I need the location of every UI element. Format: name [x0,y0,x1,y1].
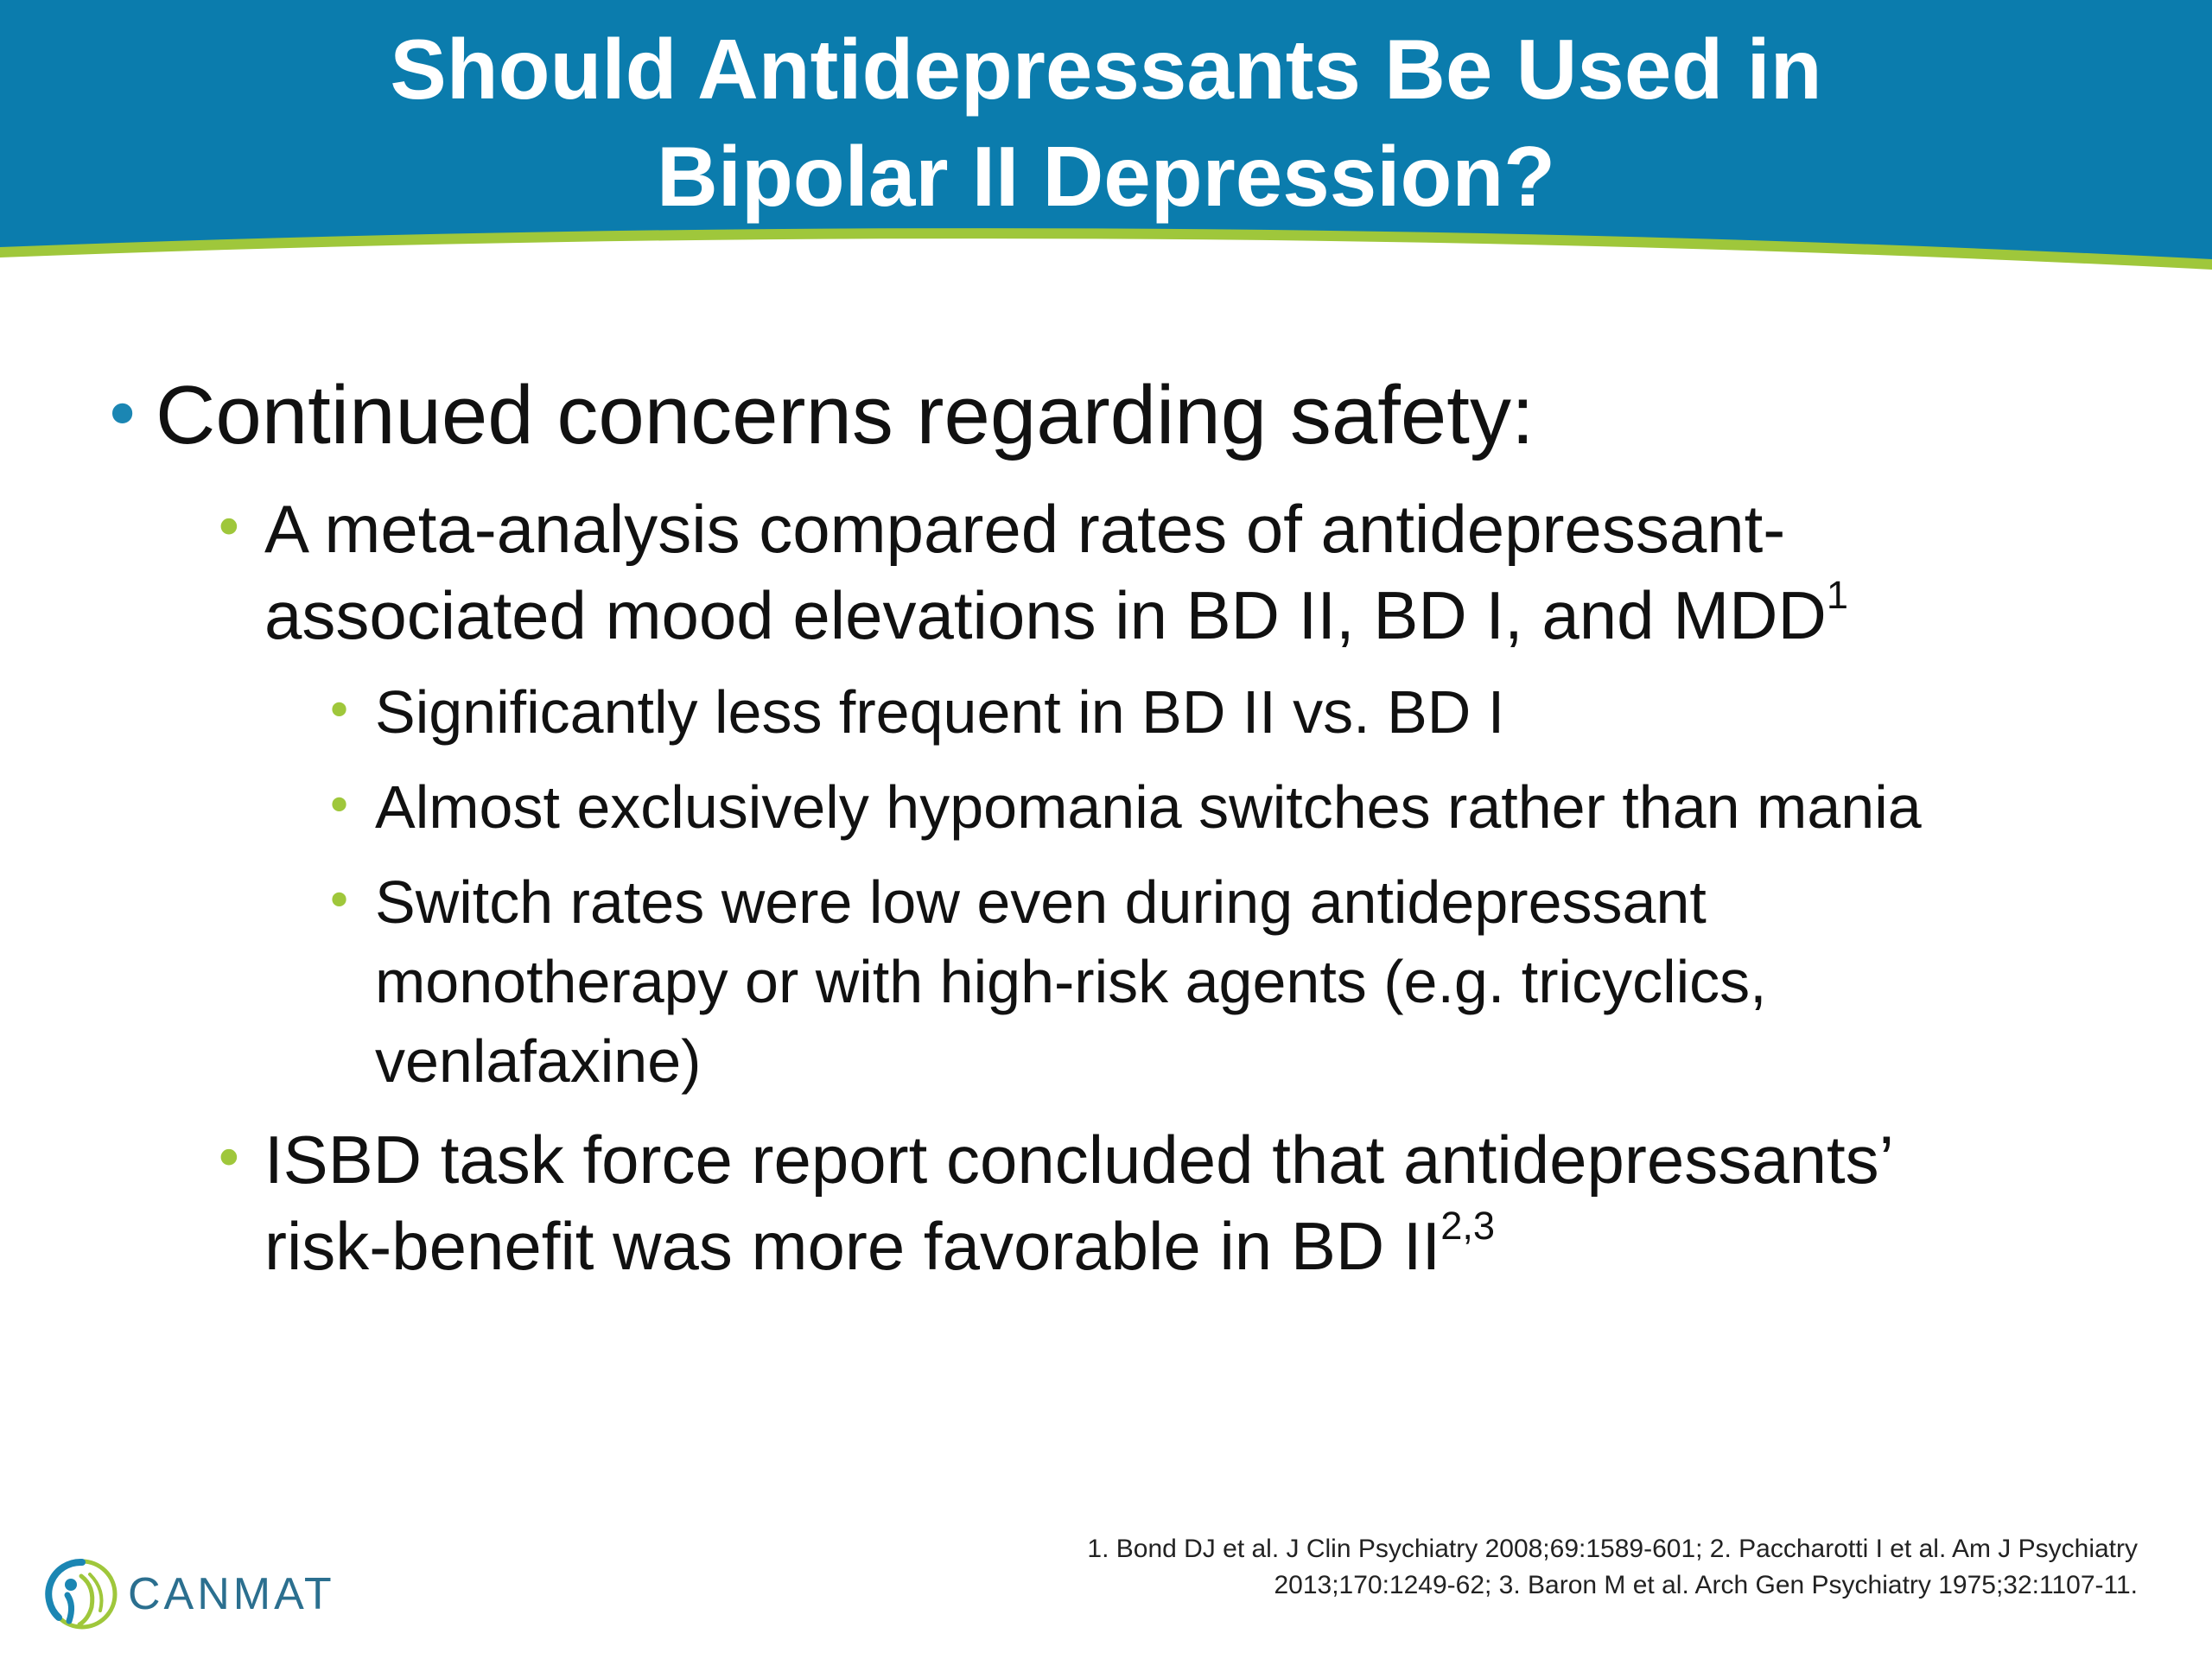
slide-title [0,16,2212,230]
slide-title-line-2: Bipolar II Depression? [656,129,1556,224]
bullet-less-frequent [325,672,2146,752]
bullet-safety-concerns [102,365,2108,467]
bullet-dot-icon: • [213,1128,245,1192]
canmat-logo-text: CANMAT [128,1569,335,1619]
references [928,1531,2138,1604]
bullet-meta-analysis [213,486,2122,658]
slide-title-line-1: Should Antidepressants Be Used in [390,22,1822,117]
references-line-1: 1. Bond DJ et al. J Clin Psychiatry 2008;69:1589-601; 2. Paccharotti I et al. Am J Psychiatry [1087,1535,2138,1563]
citation-superscript: 2,3 [1440,1203,1496,1248]
bullet-meta-analysis-line-1: A meta-analysis compared rates of antidepressant- [264,491,1786,567]
bullet-dot-icon: • [325,874,354,930]
canmat-logo [45,1555,335,1633]
bullet-switch-rates-line-2: monotherapy or with high-risk agents (e.g. tricyclics, [375,948,1767,1015]
title-banner [0,0,2212,294]
bullet-dot-icon: • [102,375,143,455]
bullet-switch-rates-line-3: venlafaxine) [375,1027,702,1095]
bullet-meta-analysis-line-2: associated mood elevations in BD II, BD I, and MDD [264,577,1827,653]
bullet-switch-rates-line-1: Switch rates were low even during antidepressant [375,868,1707,936]
bullet-isbd-report [213,1116,2122,1289]
citation-superscript: 1 [1826,572,1848,617]
bullet-safety-concerns-text: Continued concerns regarding safety: [156,369,1535,461]
bullet-isbd-report-line-2: risk-benefit was more favorable in BD II [264,1208,1441,1284]
bullet-switch-rates [325,862,2146,1101]
bullet-less-frequent-text: Significantly less frequent in BD II vs. BD I [375,678,1505,746]
bullet-dot-icon: • [325,683,354,740]
bullet-hypomania-switches-text: Almost exclusively hypomania switches rather than mania [375,773,1922,841]
references-line-2: 2013;170:1249-62; 3. Baron M et al. Arch Gen Psychiatry 1975;32:1107-11. [1274,1571,2138,1599]
bullet-dot-icon: • [325,779,354,835]
bullet-dot-icon: • [213,497,245,561]
bullet-isbd-report-line-1: ISBD task force report concluded that antidepressants’ [264,1122,1895,1198]
bullet-hypomania-switches [325,767,2146,847]
canmat-logo-icon [45,1557,119,1631]
